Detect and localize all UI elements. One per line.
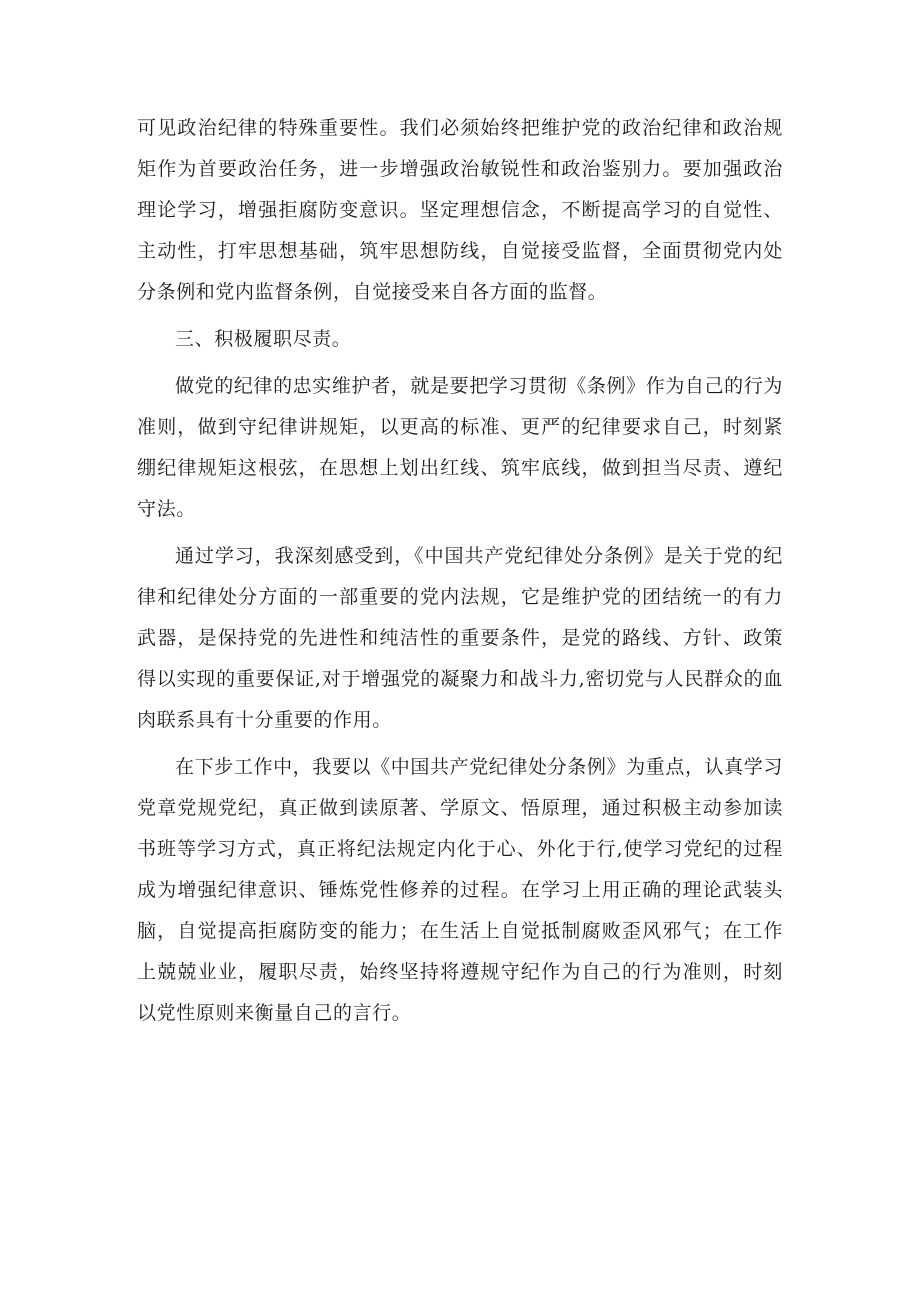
paragraph: 在下步工作中，我要以《中国共产党纪律处分条例》为重点，认真学习党章党规党纪，真正做到读原著、学原文、悟原理，通过积极主动参加读书班等学习方式，真正将纪法规定内化于心、外化于行,使学习党纪的过程成为增强纪律意识、锤炼党性修养的过程。在学习上用正确的理论武装头脑，自觉提高拒腐防变的能力；在生活上自觉抵制腐败歪风邪气；在工作上兢兢业业，履职尽责，始终坚持将遵规守纪作为自己的行为准则，时刻以党性原则来衡量自己的言行。: [137, 756, 783, 1024]
paragraph-continued: 可见政治纪律的特殊重要性。我们必须始终把维护党的政治纪律和政治规矩作为首要政治任务，进一步增强政治敏锐性和政治鉴别力。要加强政治理论学习，增强拒腐防变意识。坚定理想信念，不断提高学习的自觉性、主动性，打牢思想基础，筑牢思想防线，自觉接受监督，全面贯彻党内处分条例和党内监督条例，自觉接受来自各方面的监督。: [137, 117, 783, 303]
paragraph: 通过学习，我深刻感受到，《中国共产党纪律处分条例》是关于党的纪律和纪律处分方面的一部重要的党内法规，它是维护党的团结统一的有力武器，是保持党的先进性和纯洁性的重要条件，是党的路线、方针、政策得以实现的重要保证,对于增强党的凝聚力和战斗力,密切党与人民群众的血肉联系具有十分重要的作用。: [137, 545, 783, 731]
document-body: [137, 108, 783, 1034]
section-heading: 三、积极履职尽责。: [175, 328, 352, 350]
paragraph: 做党的纪律的忠实维护者，就是要把学习贯彻《条例》作为自己的行为准则，做到守纪律讲规矩，以更高的标准、更严的纪律要求自己，时刻紧绷纪律规矩这根弦，在思想上划出红线、筑牢底线，做到担当尽责、遵纪守法。: [137, 375, 783, 520]
